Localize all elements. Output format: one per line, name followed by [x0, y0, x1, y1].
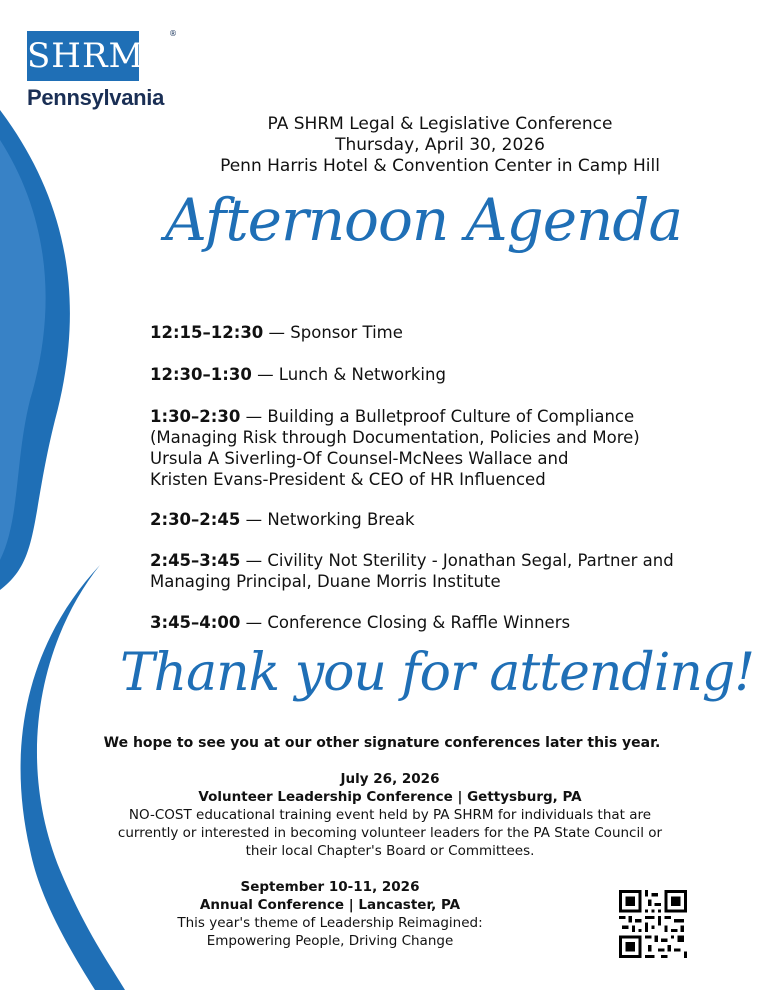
event-name: Volunteer Leadership Conference | Gettysburg, PA — [198, 789, 582, 805]
agenda-item — [150, 509, 710, 530]
agenda-item — [150, 322, 710, 343]
event-description: NO-COST educational training event held by PA SHRM for individuals that are — [128, 807, 652, 823]
agenda-time: 1:30–2:30 — [150, 407, 241, 426]
upcoming-event — [70, 878, 590, 950]
shrm-logo-mark: SHRM — [27, 31, 139, 81]
agenda-text: (Managing Risk through Documentation, Policies and More) — [150, 428, 640, 447]
agenda-text: Managing Principal, Duane Morris Institute — [150, 572, 501, 591]
event-name: Annual Conference | Lancaster, PA — [199, 897, 461, 913]
thank-you-heading: Thank you for attending! — [120, 643, 754, 703]
event-description: This year's theme of Leadership Reimagined: — [177, 915, 483, 931]
event-date: July 26, 2026 — [340, 771, 440, 787]
agenda-text: — Conference Closing & Raffle Winners — [245, 613, 571, 632]
registered-mark: ® — [169, 29, 177, 38]
agenda-title: Afternoon Agenda — [165, 186, 683, 254]
agenda-text: — Building a Bulletproof Culture of Compliance — [245, 407, 635, 426]
agenda-time: 3:45–4:00 — [150, 613, 241, 632]
agenda-text: Kristen Evans-President & CEO of HR Influenced — [150, 470, 546, 489]
agenda-text: Ursula A Siverling-Of Counsel-McNees Wallace and — [150, 449, 569, 468]
agenda-time: 2:45–3:45 — [150, 551, 241, 570]
agenda-time: 12:15–12:30 — [150, 323, 264, 342]
event-description: their local Chapter's Board or Committees. — [245, 843, 535, 859]
agenda-item — [150, 406, 710, 490]
qr-code-icon[interactable] — [619, 890, 687, 958]
agenda-item — [150, 550, 710, 592]
agenda-text: — Lunch & Networking — [257, 365, 446, 384]
upcoming-event — [80, 770, 700, 860]
event-description: currently or interested in becoming volunteer leaders for the PA State Council or — [117, 825, 663, 841]
agenda-item — [150, 612, 710, 633]
agenda-text: — Sponsor Time — [268, 323, 403, 342]
agenda-time: 12:30–1:30 — [150, 365, 252, 384]
agenda-text: — Civility Not Sterility - Jonathan Segal, Partner and — [245, 551, 674, 570]
conference-date: Thursday, April 30, 2026 — [335, 135, 545, 155]
conference-name: PA SHRM Legal & Legislative Conference — [267, 114, 613, 134]
hope-message: We hope to see you at our other signature conferences later this year. — [103, 735, 661, 751]
logo-subtitle: Pennsylvania — [27, 85, 165, 110]
event-date: September 10-11, 2026 — [240, 879, 420, 895]
event-description: Empowering People, Driving Change — [206, 933, 454, 949]
agenda-text: — Networking Break — [245, 510, 415, 529]
conference-venue: Penn Harris Hotel & Convention Center in Camp Hill — [220, 156, 660, 176]
agenda-time: 2:30–2:45 — [150, 510, 241, 529]
event-header — [180, 114, 700, 177]
shrm-pennsylvania-logo — [27, 29, 177, 111]
agenda-item — [150, 364, 710, 385]
